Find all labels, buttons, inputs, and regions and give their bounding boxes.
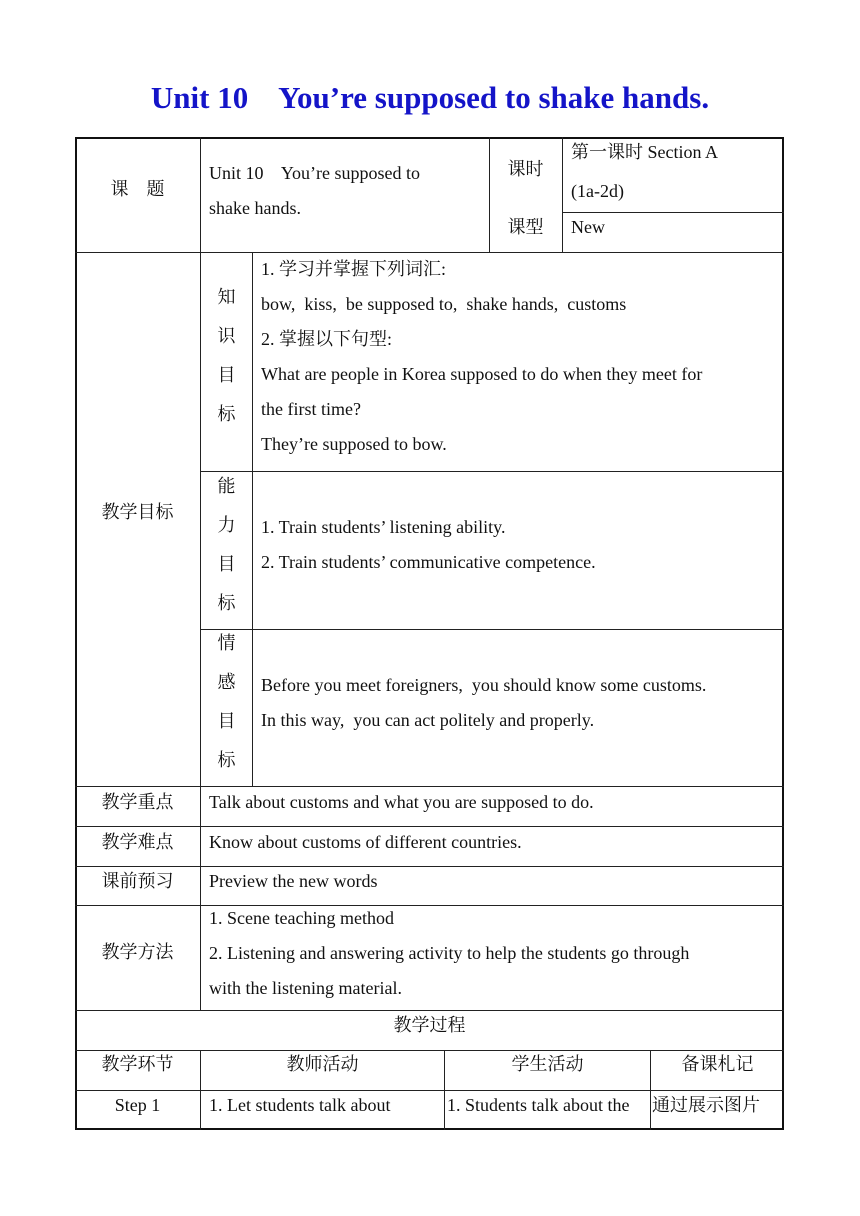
- divider: [201, 471, 784, 472]
- text-line: 2. 掌握以下句型:: [261, 329, 393, 349]
- methods-content: [201, 901, 784, 1006]
- preview-value: Preview the new words: [209, 871, 378, 891]
- label-char: 标: [217, 404, 236, 424]
- ability-objective-content: [253, 510, 784, 580]
- table-cell: 1. Let students talk about: [209, 1095, 391, 1115]
- label-char: 感: [217, 672, 236, 692]
- period-label: 课时: [507, 159, 544, 179]
- ability-objective-label: [201, 467, 252, 623]
- type-label: 课型: [507, 217, 544, 237]
- text-line: the first time?: [261, 399, 361, 419]
- table-cell: Step 1: [114, 1095, 161, 1115]
- text-line: 1. Train students’ listening ability.: [261, 517, 506, 537]
- type-value: New: [571, 217, 605, 237]
- label-char: 能: [217, 476, 236, 496]
- text-line: 2. Train students’ communicative competence.: [261, 552, 596, 572]
- label-char: 知: [217, 287, 236, 307]
- knowledge-objective-content: [253, 252, 784, 462]
- label-char: 标: [217, 593, 236, 613]
- text-line: bow, kiss, be supposed to, shake hands, customs: [261, 294, 627, 314]
- label-char: 力: [217, 515, 236, 535]
- difficulty-value: Know about customs of different countries.: [209, 832, 522, 852]
- emotion-objective-label: [201, 624, 252, 780]
- topic-label: 课 题: [110, 179, 165, 199]
- label-char: 识: [217, 326, 236, 346]
- label-char: 标: [217, 750, 236, 770]
- period-value-line1: 第一课时 Section A: [571, 142, 718, 162]
- knowledge-objective-label: [201, 278, 252, 434]
- methods-label: 教学方法: [101, 942, 174, 962]
- emotion-objective-content: [253, 668, 784, 738]
- label-char: 目: [217, 554, 236, 574]
- column-header: 教师活动: [286, 1054, 359, 1074]
- table-cell: 1. Students talk about the: [447, 1095, 630, 1115]
- objectives-label: 教学目标: [101, 502, 174, 522]
- document-title: Unit 10 You’re supposed to shake hands.: [150, 80, 710, 115]
- text-line: 2. Listening and answering activity to help the students go through: [209, 943, 690, 963]
- text-line: They’re supposed to bow.: [261, 434, 447, 454]
- period-value-line2: (1a-2d): [571, 181, 624, 201]
- text-line: In this way, you can act politely and properly.: [261, 710, 595, 730]
- text-line: What are people in Korea supposed to do when they meet for: [261, 364, 703, 384]
- topic-value-line2: shake hands.: [209, 198, 301, 218]
- topic-value-line1: Unit 10 You’re supposed to: [209, 163, 421, 183]
- divider: [201, 629, 784, 630]
- key-point-value: Talk about customs and what you are supposed to do.: [209, 792, 594, 812]
- table-cell: 通过展示图片: [652, 1095, 760, 1115]
- label-char: 目: [217, 711, 236, 731]
- text-line: 1. Scene teaching method: [209, 908, 394, 928]
- label-char: 情: [217, 633, 236, 653]
- key-point-label: 教学重点: [101, 792, 174, 812]
- text-line: Before you meet foreigners, you should know some customs.: [261, 675, 707, 695]
- column-header: 教学环节: [101, 1054, 174, 1074]
- text-line: with the listening material.: [209, 978, 402, 998]
- column-header: 备课札记: [681, 1054, 754, 1074]
- label-char: 目: [217, 365, 236, 385]
- column-header: 学生活动: [511, 1054, 584, 1074]
- text-line: 1. 学习并掌握下列词汇:: [261, 259, 447, 279]
- process-title: 教学过程: [393, 1015, 466, 1035]
- preview-label: 课前预习: [101, 871, 174, 891]
- difficulty-label: 教学难点: [101, 832, 174, 852]
